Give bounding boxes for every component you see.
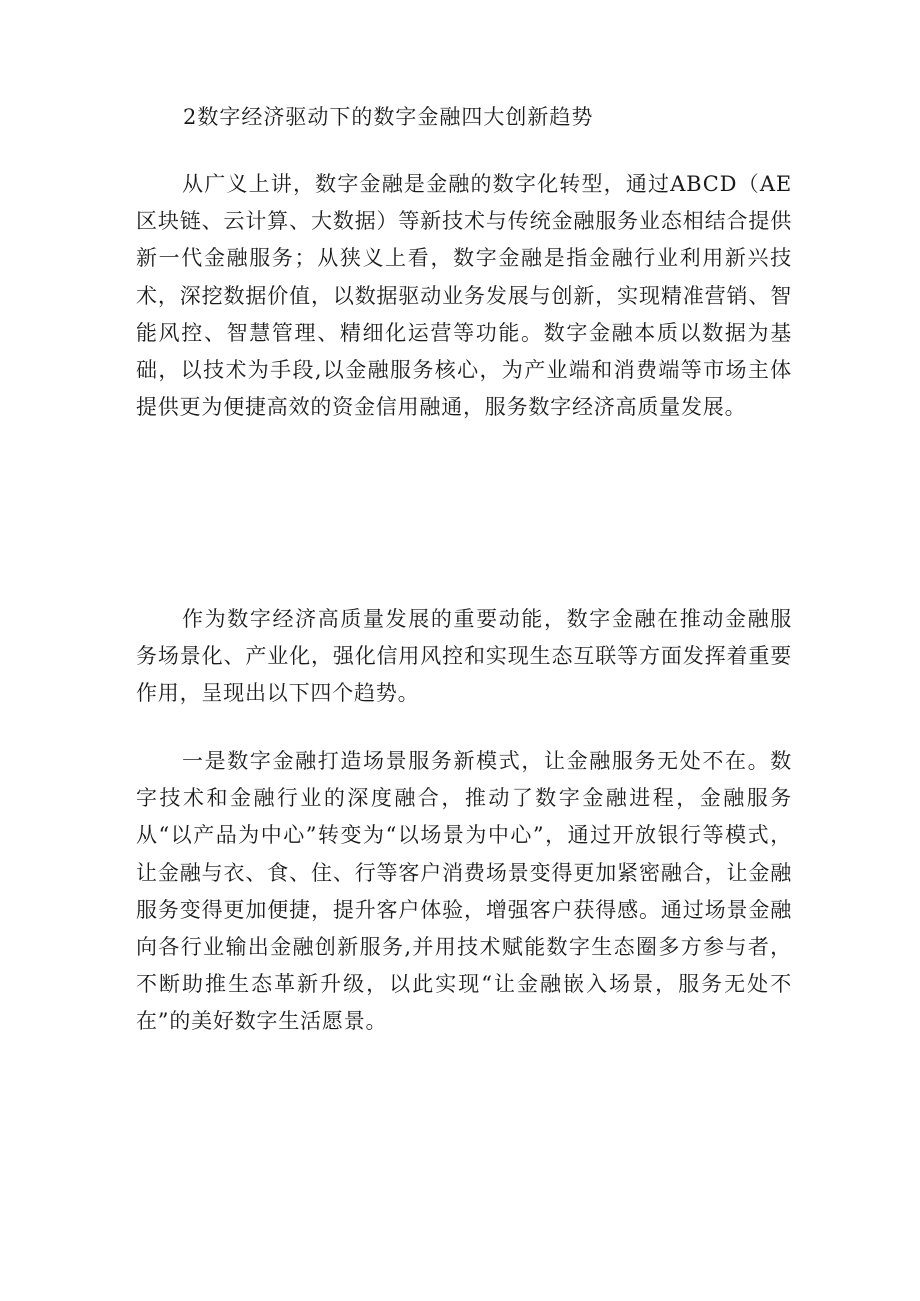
paragraph-trend-one: 一是数字金融打造场景服务新模式，让金融服务无处不在。数字技术和金融行业的深度融合，推动了数字金融进程，金融服务从“以产品为中心”转变为“以场景为中心”，通过开放银行等模式，让金融与衣、食、住、行等客户消费场景变得更加紧密融合，让金融服务变得更加便捷，提升客户体验，增强客户获得感。通过场景金融向各行业输出金融创新服务,并用技术赋能数字生态圈多方参与者，不断助推生态革新升级，以此实现“让金融嵌入场景，服务无处不在”的美好数字生活愿景。	[136, 749, 792, 1034]
paragraph-definition: 从广义上讲，数字金融是金融的数字化转型，通过ABCD（AE区块链、云计算、大数据）等新技术与传统金融服务业态相结合提供新一代金融服务；从狭义上看，数字金融是指金融行业利用新兴技术，深挖数据价值，以数据驱动业务发展与创新，实现精准营销、智能风控、智慧管理、精细化运营等功能。数字金融本质以数据为基础，以技术为手段,以金融服务核心，为产业端和消费端等市场主体提供更为便捷高效的资金信用融通，服务数字经济高质量发展。	[136, 172, 792, 420]
paragraph-trends-intro: 作为数字经济高质量发展的重要动能，数字金融在推动金融服务场景化、产业化，强化信用风控和实现生态互联等方面发挥着重要作用，呈现出以下四个趋势。	[136, 607, 792, 706]
section-heading: 2数字经济驱动下的数字金融四大创新趋势	[183, 105, 594, 129]
